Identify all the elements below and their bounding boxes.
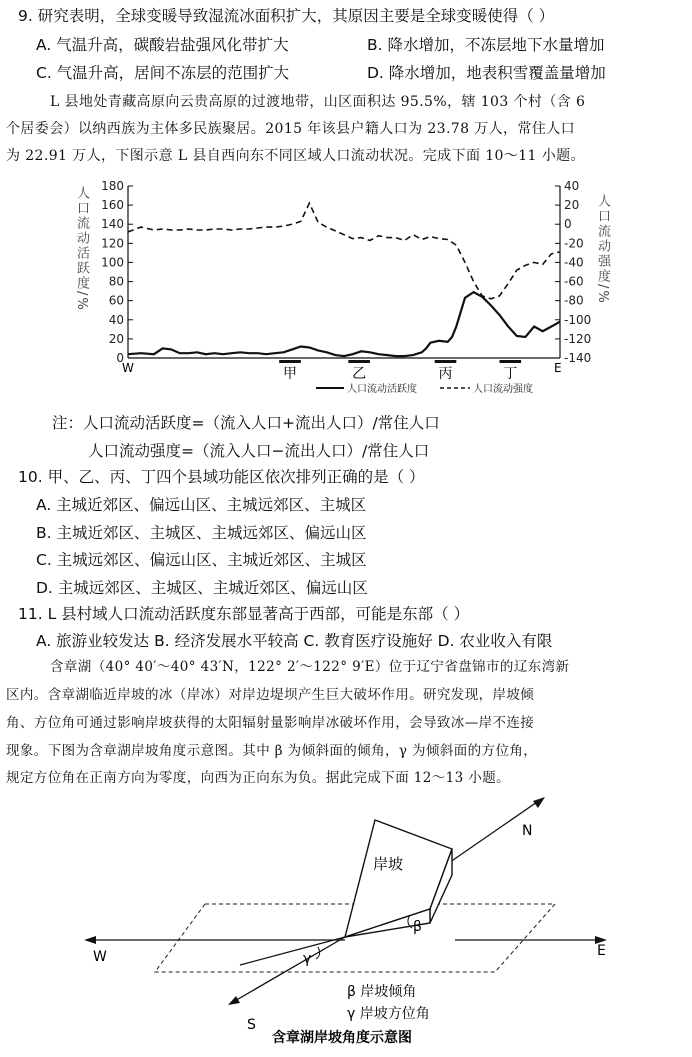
north-arrowhead (533, 797, 545, 808)
q10-option-d: D. 主城远郊区、主城区、主城近郊区、偏远山区 (36, 579, 368, 597)
right-tick-label: -60 (564, 274, 584, 289)
north-label: N (522, 823, 533, 839)
gamma-symbol: γ (303, 951, 312, 967)
left-tick-label: 160 (101, 198, 124, 213)
q10-option-c: C. 主城远郊区、偏远山区、主城近郊区、主城区 (36, 551, 367, 569)
south-axis (233, 937, 345, 1002)
passage2-line2: 区内。含章湖临近岸坡的冰（岸冰）对岸边堤坝产生巨大破坏作用。研究发现，岸坡倾 (6, 687, 535, 703)
left-tick-label: 40 (108, 312, 124, 327)
passage2-line3: 角、方位角可通过影响岸坡获得的太阳辐射量影响岸冰破坏作用，会导致冰—岸不连接 (6, 715, 535, 731)
right-tick-label: -20 (564, 236, 584, 251)
right-tick-label: -40 (564, 255, 584, 270)
note-formula-intensity: 人口流动强度=（流入人口−流出人口）/常住人口 (88, 442, 430, 460)
east-end-label: E (554, 361, 562, 375)
region-label-2: 乙 (352, 366, 367, 382)
slope-label: 岸坡 (373, 855, 404, 873)
question-10-stem: 10. 甲、乙、丙、丁四个县域功能区依次排列正确的是（ ） (18, 468, 425, 486)
left-axis-label: 人口流动活跃度/% (74, 186, 89, 312)
legend-beta: β 岸坡倾角 (347, 984, 417, 1000)
q10-option-a: A. 主城近郊区、偏远山区、主城远郊区、主城区 (36, 496, 367, 514)
left-tick-label: 140 (101, 217, 124, 232)
left-tick-label: 180 (101, 179, 124, 193)
series-intensity-line (128, 203, 560, 299)
left-tick-label: 80 (108, 274, 124, 289)
slope-projection-line (240, 937, 345, 965)
region-bar-4 (500, 360, 522, 363)
legend-gamma: γ 岸坡方位角 (347, 1006, 430, 1022)
west-arrowhead (84, 936, 96, 944)
passage2-line1: 含章湖（40° 40′～40° 43′N，122° 2′～122° 9′E）位于辽宁省盘锦市的辽东湾新 (50, 659, 570, 675)
left-tick-label: 20 (108, 331, 124, 346)
right-tick-label: -120 (564, 331, 592, 346)
question-9-stem: 9. 研究表明，全球变暖导致湿流冰面积扩大，其原因主要是全球变暖使得（ ） (18, 7, 555, 25)
series-activity-line (128, 292, 560, 356)
passage1-line1: L 县地处青藏高原向云贵高原的过渡地带，山区面积达 95.5%，辖 103 个村（含 6 (50, 94, 586, 110)
left-tick-label: 60 (108, 293, 124, 308)
chart-svg (60, 176, 620, 406)
right-axis-label: 人口流动强度/% (595, 194, 610, 305)
left-tick-label: 100 (101, 255, 124, 270)
q9-option-a: A. 气温升高，碳酸岩盐强风化带扩大 (36, 36, 289, 54)
region-bar-1 (279, 360, 301, 363)
q10-option-b: B. 主城近郊区、主城区、主城远郊区、偏远山区 (36, 524, 367, 542)
legend-activity-label: 人口流动活跃度 (347, 384, 417, 395)
right-tick-label: -140 (564, 351, 592, 365)
east-label: E (597, 943, 606, 959)
west-label: W (93, 949, 107, 965)
passage2-line5: 规定方位角在正南方向为零度，向西为正向东为负。据此完成下面 12～13 小题。 (6, 770, 511, 786)
region-label-1: 甲 (283, 366, 297, 382)
left-tick-label: 0 (116, 351, 124, 365)
population-flow-chart (60, 176, 620, 406)
diagram-caption: 含章湖岸坡角度示意图 (272, 1030, 412, 1046)
passage1-line2: 个居委会）以纳西族为主体多民族聚居。2015 年该县户籍人口为 23.78 万人，常住人口 (6, 121, 576, 137)
region-label-3: 丙 (438, 366, 453, 382)
slope-angle-diagram (0, 797, 692, 1057)
q9-option-d: D. 降水增加，地表积雪覆盖量增加 (367, 64, 606, 82)
region-bar-3 (435, 360, 457, 363)
right-tick-label: 0 (564, 217, 572, 232)
south-arrowhead (228, 996, 240, 1005)
south-label: S (247, 1017, 256, 1033)
left-tick-label: 120 (101, 236, 124, 251)
q9-option-b: B. 降水增加，不冻层地下水量增加 (367, 36, 605, 54)
right-tick-label: 40 (564, 179, 580, 193)
legend-intensity-label: 人口流动强度 (473, 384, 533, 395)
q9-option-c: C. 气温升高，居间不冻层的范围扩大 (36, 64, 290, 82)
note-formula-activity: 注：人口流动活跃度=（流入人口+流出人口）/常住人口 (52, 414, 440, 432)
right-tick-label: -100 (564, 312, 592, 327)
q11-options: A. 旅游业较发达 B. 经济发展水平较高 C. 教育医疗设施好 D. 农业收入有限 (36, 632, 553, 650)
right-tick-label: -80 (564, 293, 584, 308)
region-label-4: 丁 (503, 366, 518, 382)
beta-symbol: β (413, 919, 422, 935)
passage1-line3: 为 22.91 万人，下图示意 L 县自西向东不同区域人口流动状况。完成下面 10～11 小题。 (6, 148, 585, 164)
right-tick-label: 20 (564, 198, 580, 213)
west-end-label: W (122, 361, 134, 375)
region-bar-2 (348, 360, 370, 363)
question-11-stem: 11. L 县村域人口流动活跃度东部显著高于西部，可能是东部（ ） (18, 605, 470, 623)
passage2-line4: 现象。下图为含章湖岸坡角度示意图。其中 β 为倾斜面的倾角，γ 为倾斜面的方位角， (6, 743, 538, 759)
